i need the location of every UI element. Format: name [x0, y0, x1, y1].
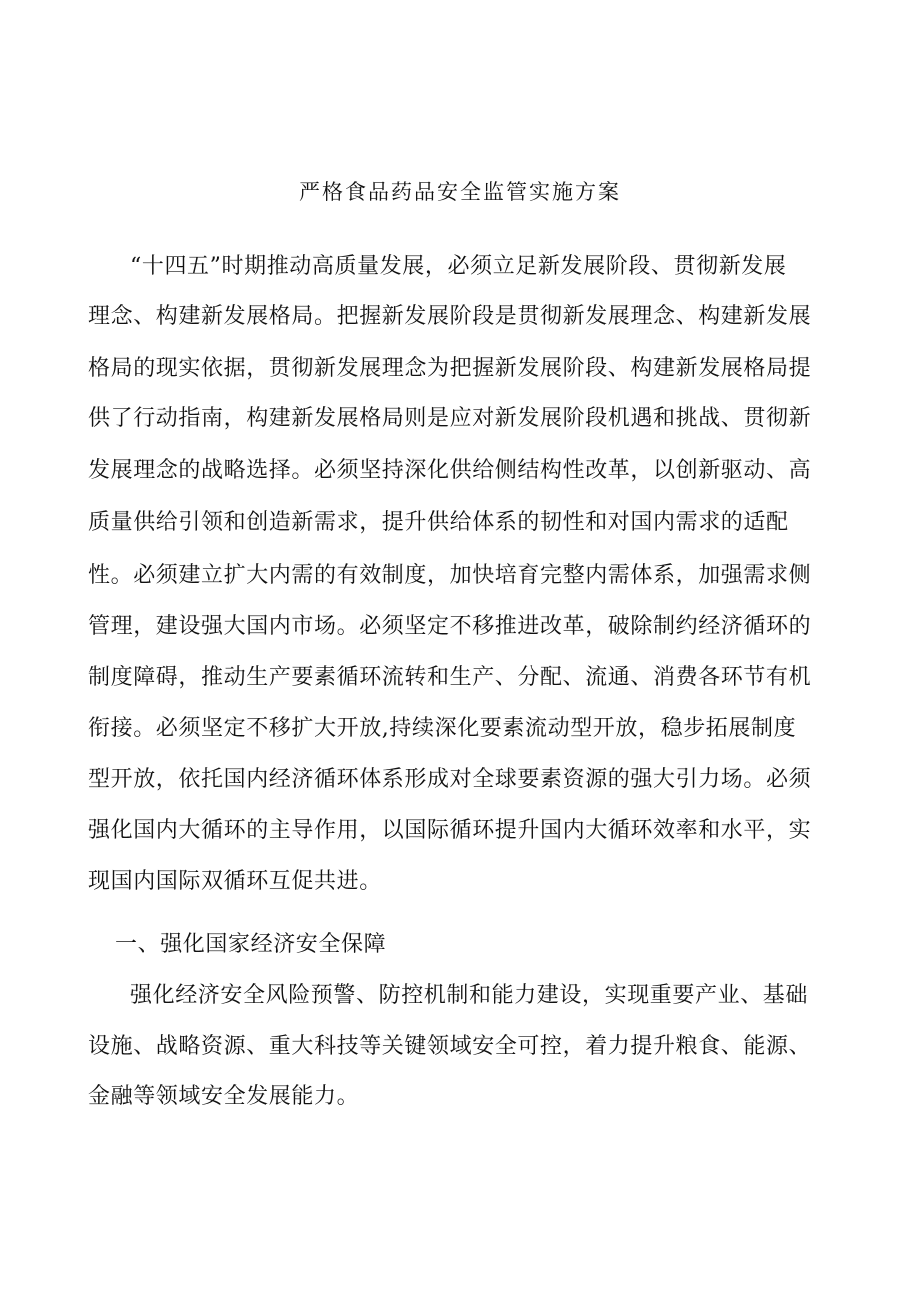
- paragraph-line: 理念、构建新发展格局。把握新发展阶段是贯彻新发展理念、构建新发展: [88, 304, 812, 329]
- document-title: 严格食品药品安全监管实施方案: [299, 180, 621, 204]
- paragraph-line: 制度障碍，推动生产要素循环流转和生产、分配、流通、消费各环节有机: [88, 665, 812, 690]
- paragraph-line: 设施、战略资源、重大科技等关键领域安全可控，着力提升粮食、能源、: [88, 1034, 812, 1059]
- paragraph-line: 型开放，依托国内经济循环体系形成对全球要素资源的强大引力场。必须: [88, 767, 812, 792]
- paragraph-line: 强化经济安全风险预警、防控机制和能力建设，实现重要产业、基础: [130, 983, 809, 1008]
- paragraph-line: “十四五”时期推动高质量发展，必须立足新发展阶段、贯彻新发展: [130, 254, 787, 279]
- paragraph-line: 金融等领域安全发展能力。: [88, 1084, 360, 1109]
- paragraph-line: 格局的现实依据，贯彻新发展理念为把握新发展阶段、构建新发展格局提: [88, 356, 812, 381]
- paragraph-line: 质量供给引领和创造新需求，提升供给体系的韧性和对国内需求的适配: [88, 510, 789, 535]
- paragraph-line: 性。必须建立扩大内需的有效制度，加快培育完整内需体系，加强需求侧: [88, 563, 812, 588]
- paragraph-line: 供了行动指南，构建新发展格局则是应对新发展阶段机遇和挑战、贯彻新: [88, 406, 812, 431]
- section-heading: 一、强化国家经济安全保障: [115, 932, 387, 957]
- paragraph-line: 衔接。必须坚定不移扩大开放,持续深化要素流动型开放，稳步拓展制度: [88, 716, 797, 741]
- paragraph-line: 管理，建设强大国内市场。必须坚定不移推进改革，破除制约经济循环的: [88, 614, 812, 639]
- paragraph-line: 现国内国际双循环互促共进。: [88, 869, 382, 894]
- paragraph-line: 发展理念的战略选择。必须坚持深化供给侧结构性改革，以创新驱动、高: [88, 458, 812, 483]
- paragraph-line: 强化国内大循环的主导作用，以国际循环提升国内大循环效率和水平，实: [88, 818, 812, 843]
